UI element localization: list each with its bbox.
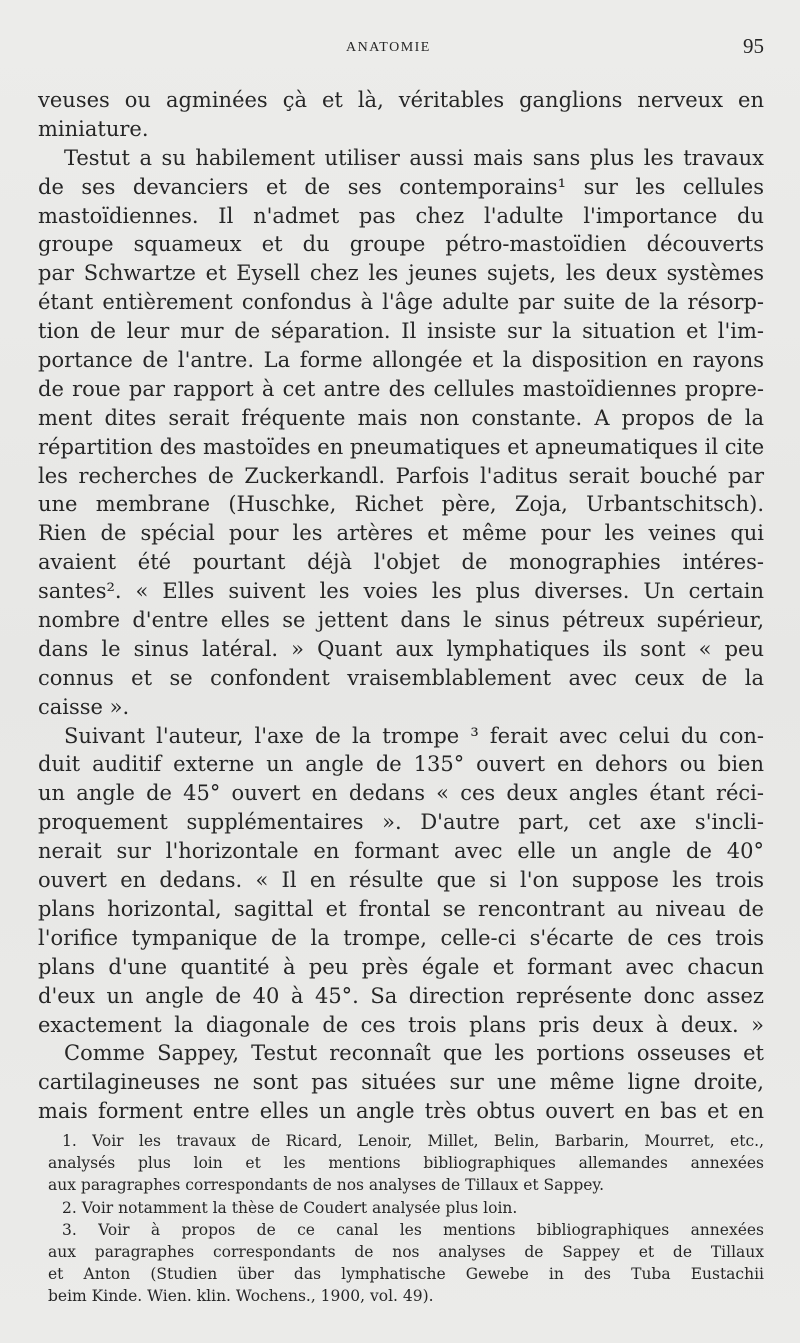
- text-line: mais forment entre elles un angle très obtus ouvert en bas et en: [38, 1099, 764, 1124]
- text-line: duit auditif externe un angle de 135° ouvert en dehors ou bien: [38, 752, 764, 777]
- footnote-line: 3. Voir à propos de ce canal les mentions bibliographiques annexées: [62, 1220, 764, 1239]
- page-header: [0, 36, 800, 60]
- footnotes: [48, 1130, 764, 1308]
- text-line: plans horizontal, sagittal et frontal se rencontrant au niveau de: [38, 896, 764, 921]
- text-line: miniature.: [38, 116, 149, 141]
- footnote-line: beim Kinde. Wien. klin. Wochens., 1900, vol. 49).: [48, 1287, 434, 1306]
- footnote-line: 2. Voir notamment la thèse de Coudert analysée plus loin.: [62, 1198, 518, 1217]
- text-line: d'eux un angle de 40 à 45°. Sa direction représente donc assez: [38, 983, 764, 1008]
- text-line: tion de leur mur de séparation. Il insiste sur la situation et l'im-: [38, 319, 764, 344]
- text-line: par Schwartze et Eysell chez les jeunes sujets, les deux systèmes: [38, 261, 764, 286]
- text-line: santes². « Elles suivent les voies les plus diverses. Un certain: [38, 579, 764, 604]
- text-line: exactement la diagonale de ces trois plans pris deux à deux. »: [38, 1012, 764, 1037]
- text-line: Suivant l'auteur, l'axe de la trompe ³ ferait avec celui du con-: [64, 723, 764, 748]
- text-line: ouvert en dedans. « Il en résulte que si l'on suppose les trois: [38, 868, 764, 893]
- text-line: avaient été pourtant déjà l'objet de monographies intéres-: [38, 550, 764, 575]
- text-line: veuses ou agminées çà et là, véritables ganglions nerveux en: [38, 88, 764, 112]
- text-line: répartition des mastoïdes en pneumatiques et apneumatiques il cite: [38, 434, 765, 459]
- footnote-line: aux paragraphes correspondants de nos analyses de Sappey et de Tillaux: [48, 1242, 764, 1261]
- text-line: les recherches de Zuckerkandl. Parfois l'aditus serait bouché par: [38, 463, 764, 488]
- text-line: Rien de spécial pour les artères et même pour les veines qui: [38, 521, 764, 546]
- text-line: portance de l'antre. La forme allongée et la disposition en rayons: [38, 348, 764, 373]
- text-line: de roue par rapport à cet antre des cellules mastoïdiennes propre-: [38, 376, 764, 401]
- text-line: étant entièrement confondus à l'âge adulte par suite de la résorp-: [38, 290, 764, 315]
- text-line: mastoïdiennes. Il n'admet pas chez l'adulte l'importance du: [38, 203, 764, 228]
- footnote-line: 1. Voir les travaux de Ricard, Lenoir, Millet, Belin, Barbarin, Mourret, etc.,: [62, 1132, 764, 1150]
- text-line: un angle de 45° ouvert en dedans « ces deux angles étant réci-: [38, 781, 764, 806]
- text-line: une membrane (Huschke, Richet père, Zoja, Urbantschitsch).: [38, 492, 764, 517]
- text-line: Comme Sappey, Testut reconnaît que les portions osseuses et: [64, 1041, 764, 1066]
- text-line: de ses devanciers et de ses contemporains¹ sur les cellules: [38, 174, 764, 199]
- text-line: l'orifice tympanique de la trompe, celle-ci s'écarte de ces trois: [38, 925, 764, 950]
- text-line: caisse ».: [38, 694, 130, 719]
- text-line: groupe squameux et du groupe pétro-mastoïdien découverts: [38, 232, 764, 257]
- page-number: 95: [743, 34, 764, 58]
- text-line: dans le sinus latéral. » Quant aux lymphatiques ils sont « peu: [38, 636, 764, 661]
- text-line: plans d'une quantité à peu près égale et formant avec chacun: [38, 954, 764, 979]
- text-line: nombre d'entre elles se jettent dans le sinus pétreux supérieur,: [38, 608, 764, 633]
- text-line: connus et se confondent vraisemblablement avec ceux de la: [38, 665, 764, 690]
- running-title: ANATOMIE: [346, 40, 431, 55]
- body-text: [38, 86, 764, 1126]
- text-line: cartilagineuses ne sont pas situées sur une même ligne droite,: [38, 1070, 764, 1095]
- text-line: ment dites serait fréquente mais non constante. A propos de la: [38, 405, 764, 430]
- footnote-line: analysés plus loin et les mentions bibliographiques allemandes annexées: [48, 1154, 764, 1173]
- text-line: Testut a su habilement utiliser aussi mais sans plus les travaux: [64, 145, 764, 170]
- text-line: proquement supplémentaires ». D'autre part, cet axe s'incli-: [38, 810, 764, 835]
- footnote-line: aux paragraphes correspondants de nos analyses de Tillaux et Sappey.: [48, 1176, 605, 1195]
- footnote-line: et Anton (Studien über das lymphatische Gewebe in des Tuba Eustachii: [48, 1265, 764, 1284]
- text-line: nerait sur l'horizontale en formant avec elle un angle de 40°: [38, 839, 764, 864]
